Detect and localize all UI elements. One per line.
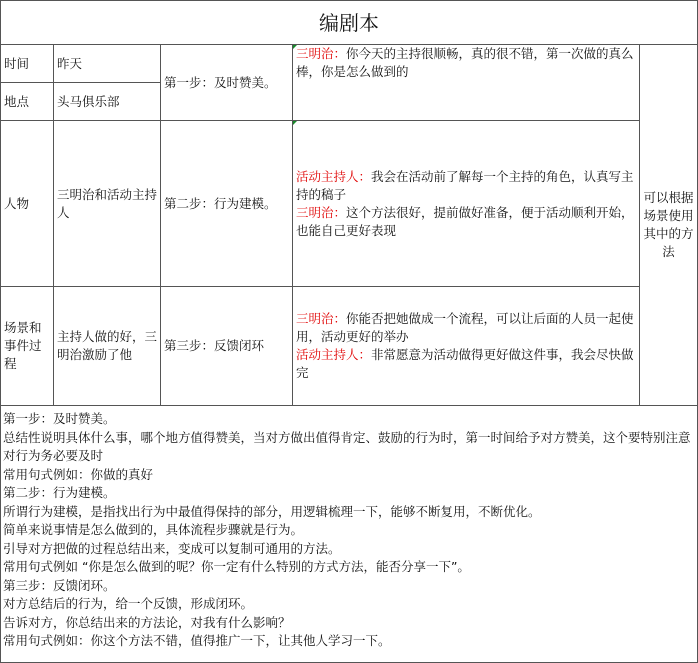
step3-dialogue-cell (293, 287, 640, 406)
side-note: 可以根据场景使用其中的方法 (643, 190, 694, 259)
speaker-name: 三明治： (296, 311, 347, 326)
place-value-cell (54, 83, 161, 121)
speaker-name: 三明治： (296, 204, 347, 220)
scene-label: 场景和事件过程 (4, 320, 42, 371)
note-line: 简单来说事情是怎么做到的，具体流程步骤就是行为。 (3, 522, 304, 537)
note-line: 第二步：行为建模。 (3, 485, 116, 500)
notes-section (3, 410, 695, 651)
scene-value: 主持人做的好，三明治激励了他 (57, 329, 158, 362)
comment-marker-icon (293, 45, 297, 49)
place-label: 地点 (4, 93, 30, 109)
step1-label-cell (161, 45, 293, 121)
step3-label-cell (161, 287, 293, 406)
comment-marker-icon (293, 121, 297, 125)
note-line: 常用句式例如 “你是怎么做到的呢？你一定有什么特别的方式方法，能否分享一下”。 (3, 559, 470, 574)
step2-dialogue-cell (293, 121, 640, 287)
step2-label-cell (161, 121, 293, 287)
note-line: 所谓行为建模，是指找出行为中最值得保持的部分，用逻辑梳理一下，能够不断复用，不断优化。 (3, 503, 541, 519)
note-line: 告诉对方，你总结出来的方法论，对我有什么影响？ (3, 614, 291, 630)
note-line: 引导对方把做的过程总结出来，变成可以复制可通用的方法。 (3, 540, 341, 556)
people-value-cell (54, 121, 161, 287)
note-line: 对方总结后的行为，给一个反馈，形成闭环。 (3, 596, 254, 611)
note-line: 常用句式例如：你这个方法不错，值得推广一下，让其他人学习一下。 (3, 633, 391, 648)
speaker-name: 活动主持人： (296, 168, 372, 184)
step2-label: 第二步：行为建模。 (164, 195, 277, 211)
step1-dialogue-cell (293, 45, 640, 121)
time-value: 昨天 (57, 55, 83, 71)
side-note-cell (640, 45, 697, 406)
people-label-cell (1, 121, 54, 287)
dialogue-text: 非常愿意为活动做得更好做这件事，我会尽快做完 (296, 347, 634, 380)
scene-value-cell (54, 287, 161, 406)
dialogue-text: 你能否把她做成一个流程，可以让后面的人员一起使用，活动更好的举办 (296, 311, 634, 344)
note-line: 常用句式例如：你做的真好 (3, 466, 154, 482)
note-line: 总结性说明具体什么事，哪个地方值得赞美，当对方做出值得肯定、鼓励的行为时，第一时间给予对方赞美，这个要特别注意对行为务必要及时 (3, 429, 691, 463)
place-label-cell (1, 83, 54, 121)
time-label-cell (1, 45, 54, 83)
step3-label: 第三步：反馈闭环 (164, 338, 265, 353)
note-line: 第一步：及时赞美。 (3, 411, 116, 426)
dialogue-text: 我会在活动前了解每一个主持的角色，认真写主持的稿子 (296, 168, 634, 202)
speaker-name: 三明治： (296, 46, 347, 61)
note-line: 第三步：反馈闭环。 (3, 577, 116, 593)
dialogue-text: 你今天的主持很顺畅，真的很不错，第一次做的真么棒，你是怎么做到的 (296, 46, 634, 79)
people-value: 三明治和活动主持人 (57, 186, 158, 220)
scene-label-cell (1, 287, 54, 406)
speaker-name: 活动主持人： (296, 347, 372, 362)
time-label: 时间 (4, 55, 30, 71)
people-label: 人物 (4, 195, 30, 211)
time-value-cell (54, 45, 161, 83)
place-value: 头马俱乐部 (57, 93, 120, 109)
page-title: 编剧本 (1, 1, 697, 45)
dialogue-text: 这个方法很好，提前做好准备，便于活动顺利开始，也能自己更好表现 (296, 204, 634, 238)
step1-label: 第一步：及时赞美。 (164, 74, 277, 90)
